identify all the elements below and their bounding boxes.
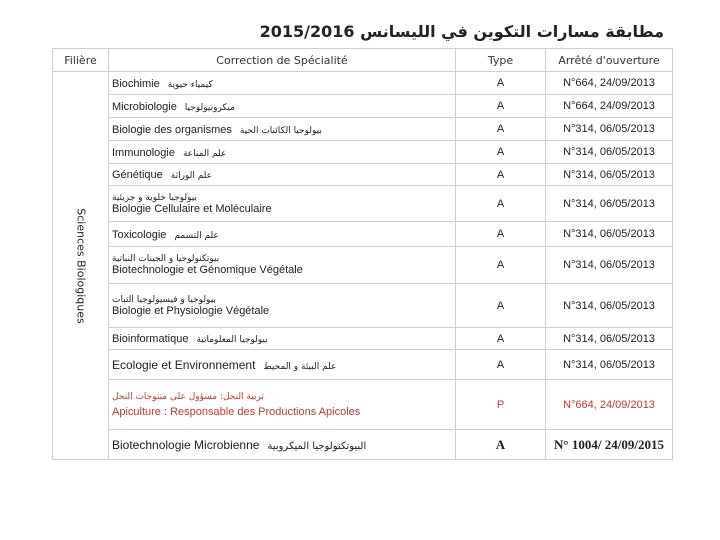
specialty-fr: Biotechnologie et Génomique Végétale xyxy=(112,264,303,276)
specialty-cell xyxy=(109,222,456,247)
page-title: مطابقة مسارات التكوين في الليسانس 2015/2016 xyxy=(259,22,664,41)
type-cell: A xyxy=(456,284,546,328)
table-row xyxy=(53,430,673,460)
specialty-cell xyxy=(109,164,456,186)
type-cell: A xyxy=(456,328,546,350)
specialty-fr: Toxicologie xyxy=(112,228,167,241)
type-cell: A xyxy=(456,164,546,186)
arrete-cell: N°314, 06/05/2013 xyxy=(546,186,673,222)
arrete-cell: N°664, 24/09/2013 xyxy=(546,72,673,95)
header-filiere: Filière xyxy=(53,49,109,72)
type-cell: A xyxy=(456,72,546,95)
table-row xyxy=(53,222,673,247)
specialty-ar: علم المناعة xyxy=(182,148,227,159)
specialty-ar: بيولوجيا و فيسيولوجيا النبات xyxy=(112,294,216,305)
table-row xyxy=(53,72,673,95)
specialty-ar: كيمياء حيوية xyxy=(167,79,213,90)
specialty-cell xyxy=(109,328,456,350)
table-row xyxy=(53,118,673,141)
arrete-cell: N°314, 06/05/2013 xyxy=(546,328,673,350)
specialty-ar: ميكروبيولوجيا xyxy=(184,102,235,113)
specialty-fr: Biologie et Physiologie Végétale xyxy=(112,304,270,317)
arrete-cell: N°664, 24/09/2013 xyxy=(546,95,673,118)
table-row xyxy=(53,141,673,164)
table-header-row xyxy=(53,49,673,72)
specialty-fr: Ecologie et Environnement xyxy=(112,357,256,372)
arrete-cell: N°314, 06/05/2013 xyxy=(546,247,673,284)
table-row xyxy=(53,186,673,222)
type-cell: A xyxy=(456,186,546,222)
specialty-ar: علم البيئة و المحيط xyxy=(263,361,337,372)
table-row xyxy=(53,328,673,350)
arrete-cell: N°664, 24/09/2013 xyxy=(546,380,673,430)
specialty-fr: Biochimie xyxy=(112,77,160,90)
specialty-fr: Biotechnologie Microbienne xyxy=(112,437,260,452)
type-cell: A xyxy=(456,247,546,284)
specialty-cell xyxy=(109,141,456,164)
table-row xyxy=(53,164,673,186)
type-cell: A xyxy=(456,350,546,380)
specialty-fr: Apiculture : Responsable des Productions Apicoles xyxy=(112,405,361,418)
specialty-ar: البيوتكنولوجيا الميكروبية xyxy=(267,440,367,452)
specialty-cell xyxy=(109,380,456,430)
specialty-ar: تربية النحل: مسؤول على منتوجات النحل xyxy=(112,391,264,402)
filiere-value: Sciences Biologiques xyxy=(74,207,87,324)
arrete-cell: N°314, 06/05/2013 xyxy=(546,222,673,247)
table-row xyxy=(53,284,673,328)
type-cell: A xyxy=(456,95,546,118)
specialty-cell xyxy=(109,350,456,380)
arrete-cell: N°314, 06/05/2013 xyxy=(546,164,673,186)
header-specialite: Correction de Spécialité xyxy=(109,49,456,72)
specialty-cell xyxy=(109,95,456,118)
table-row xyxy=(53,247,673,284)
type-cell: A xyxy=(456,118,546,141)
specialty-fr: Biologie Cellulaire et Moléculaire xyxy=(112,202,272,215)
specialty-ar: بيوتكنولوجيا و الجينات النباتية xyxy=(112,254,220,264)
specialty-cell xyxy=(109,186,456,222)
specialties-table xyxy=(52,48,673,460)
specialty-fr: Immunologie xyxy=(112,146,175,159)
specialty-cell xyxy=(109,118,456,141)
specialty-fr: Génétique xyxy=(112,169,163,181)
specialty-cell xyxy=(109,247,456,284)
arrete-cell: N°314, 06/05/2013 xyxy=(546,350,673,380)
type-cell: A xyxy=(456,222,546,247)
specialty-cell xyxy=(109,430,456,460)
table-row xyxy=(53,350,673,380)
header-arrete: Arrêté d'ouverture xyxy=(546,49,673,72)
specialty-fr: Bioinformatique xyxy=(112,333,189,345)
type-cell: A xyxy=(456,141,546,164)
specialty-ar: بيولوجيا الكائنات الحية xyxy=(239,125,322,136)
specialty-fr: Microbiologie xyxy=(112,100,177,113)
table-row xyxy=(53,95,673,118)
arrete-cell: N° 1004/ 24/09/2015 xyxy=(546,430,673,460)
specialty-fr: Biologie des organismes xyxy=(112,123,232,136)
specialty-cell xyxy=(109,284,456,328)
specialty-cell xyxy=(109,72,456,95)
filiere-cell xyxy=(53,72,109,460)
specialty-ar: بيولوجيا خلوية و جزيئية xyxy=(112,192,198,203)
specialty-ar: بيولوجيا المعلوماتية xyxy=(196,335,268,345)
type-cell: A xyxy=(456,430,546,460)
specialty-ar: علم التسمم xyxy=(174,230,219,241)
specialties-table-frame xyxy=(52,48,672,460)
arrete-cell: N°314, 06/05/2013 xyxy=(546,284,673,328)
table-row xyxy=(53,380,673,430)
arrete-cell: N°314, 06/05/2013 xyxy=(546,141,673,164)
type-cell: P xyxy=(456,380,546,430)
header-type: Type xyxy=(456,49,546,72)
arrete-cell: N°314, 06/05/2013 xyxy=(546,118,673,141)
specialty-ar: علم الوراثة xyxy=(170,171,213,181)
